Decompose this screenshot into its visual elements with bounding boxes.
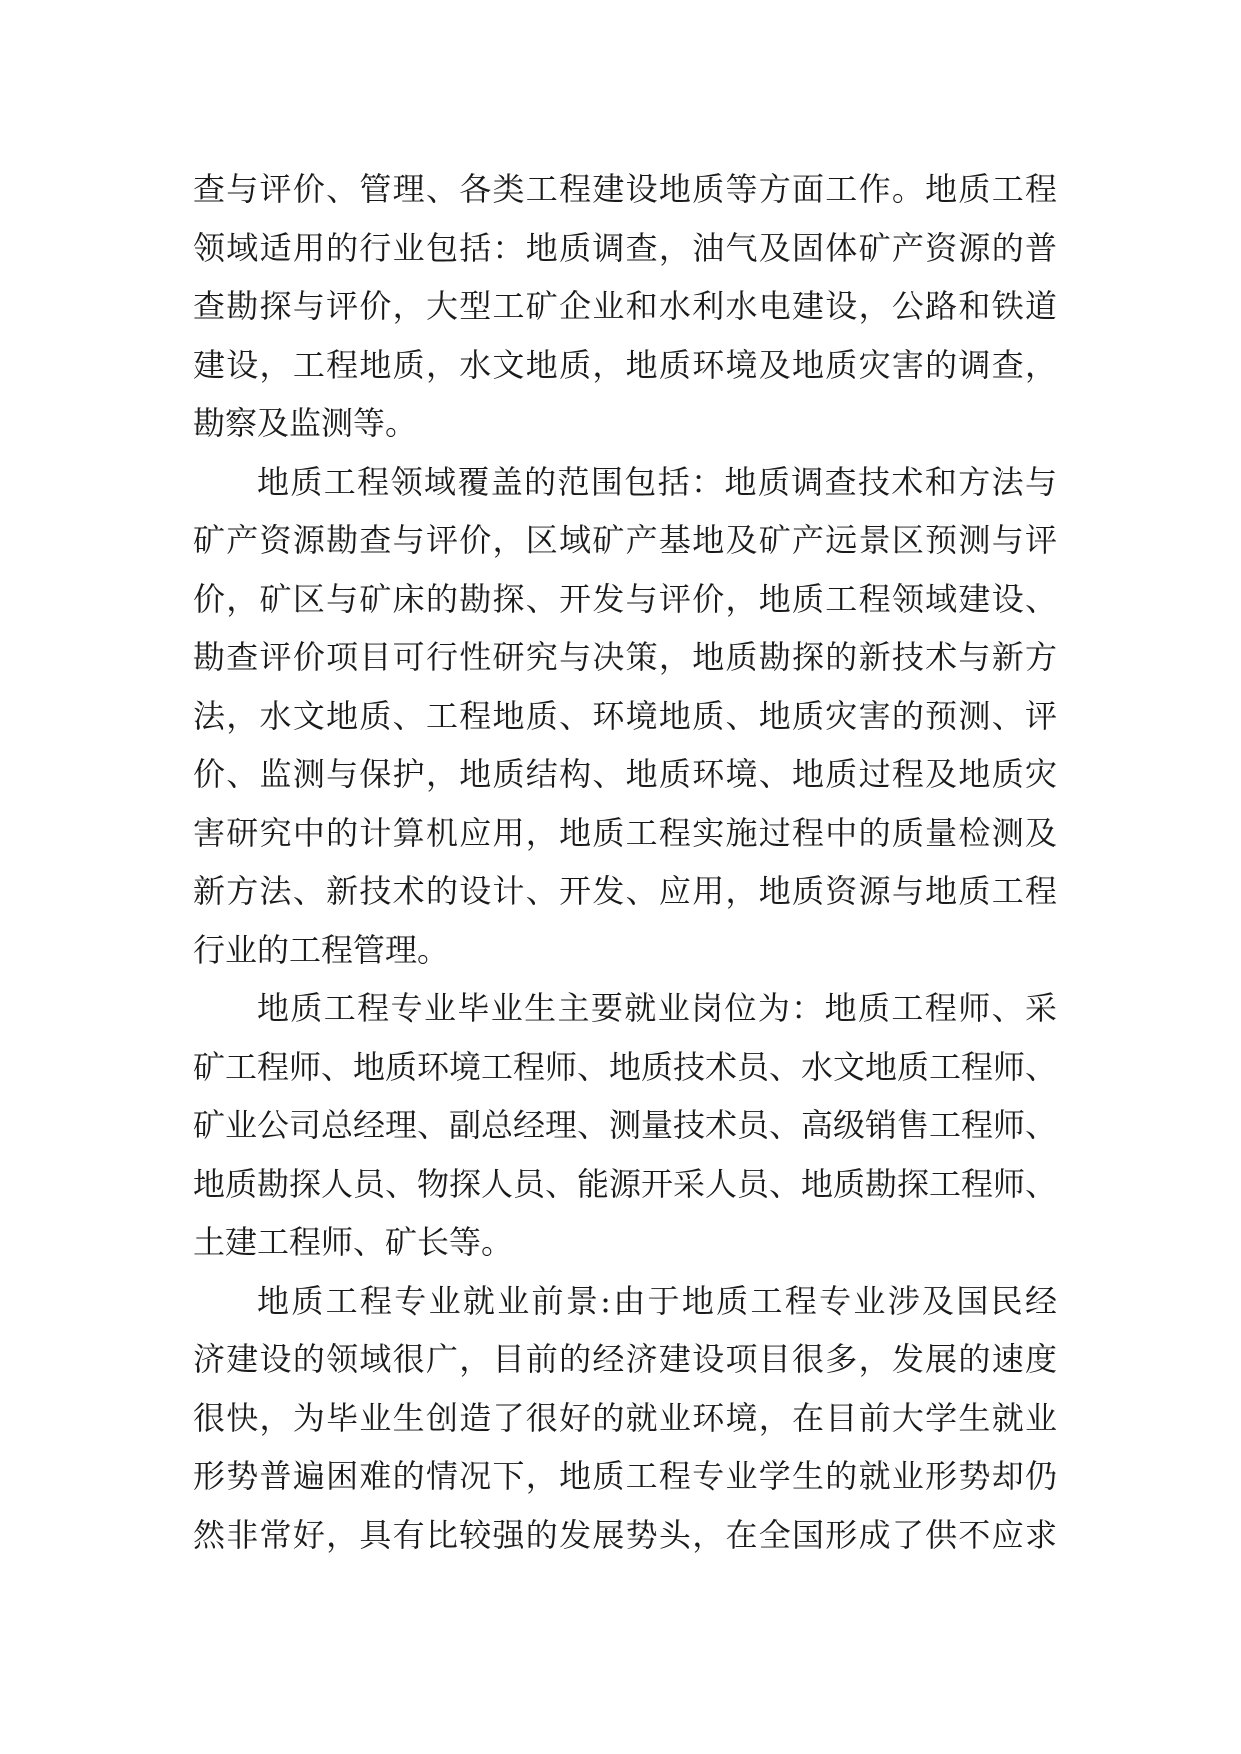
- text-line: 形势普遍困难的情况下，地质工程专业学生的就业形势却仍: [193, 1457, 1057, 1495]
- paragraph-scope: [193, 160, 1057, 453]
- text-line: 矿业公司总经理、副总经理、测量技术员、高级销售工程师、: [193, 1106, 1057, 1144]
- text-line: 地质工程领域覆盖的范围包括：地质调查技术和方法与: [257, 462, 1057, 501]
- text-line: 地质工程专业毕业生主要就业岗位为：地质工程师、采: [257, 989, 1057, 1027]
- document-body: [193, 160, 1057, 1564]
- text-line: 勘察及监测等。: [193, 404, 418, 442]
- text-line: 矿产资源勘查与评价，区域矿产基地及矿产远景区预测与评: [193, 521, 1057, 559]
- text-line: 查勘探与评价，大型工矿企业和水利水电建设，公路和铁道: [193, 287, 1057, 325]
- paragraph-prospects: [193, 1272, 1057, 1565]
- text-line: 土建工程师、矿长等。: [193, 1223, 514, 1261]
- text-line: 害研究中的计算机应用，地质工程实施过程中的质量检测及: [193, 813, 1057, 852]
- text-line: 建设，工程地质，水文地质，地质环境及地质灾害的调查，: [193, 345, 1057, 384]
- text-line: 新方法、新技术的设计、开发、应用，地质资源与地质工程: [193, 872, 1057, 910]
- text-line: 领域适用的行业包括：地质调查，油气及固体矿产资源的普: [193, 228, 1057, 267]
- text-line: 地质工程专业就业前景:由于地质工程专业涉及国民经: [257, 1281, 1057, 1320]
- text-line: 价，矿区与矿床的勘探、开发与评价，地质工程领域建设、: [193, 579, 1057, 618]
- text-line: 济建设的领域很广，目前的经济建设项目很多，发展的速度: [193, 1340, 1057, 1378]
- text-line: 很快，为毕业生创造了很好的就业环境，在目前大学生就业: [193, 1398, 1057, 1437]
- text-line: 行业的工程管理。: [193, 930, 450, 969]
- text-line: 勘查评价项目可行性研究与决策，地质勘探的新技术与新方: [193, 638, 1057, 676]
- text-line: 然非常好，具有比较强的发展势头，在全国形成了供不应求: [193, 1515, 1057, 1554]
- text-line: 地质勘探人员、物探人员、能源开采人员、地质勘探工程师、: [193, 1164, 1057, 1203]
- paragraph-coverage: [193, 453, 1057, 980]
- text-line: 矿工程师、地质环境工程师、地质技术员、水文地质工程师、: [193, 1047, 1057, 1086]
- text-line: 查与评价、管理、各类工程建设地质等方面工作。地质工程: [193, 170, 1057, 208]
- paragraph-jobs: [193, 979, 1057, 1272]
- text-line: 法，水文地质、工程地质、环境地质、地质灾害的预测、评: [193, 696, 1057, 735]
- text-line: 价、监测与保护，地质结构、地质环境、地质过程及地质灾: [193, 755, 1057, 793]
